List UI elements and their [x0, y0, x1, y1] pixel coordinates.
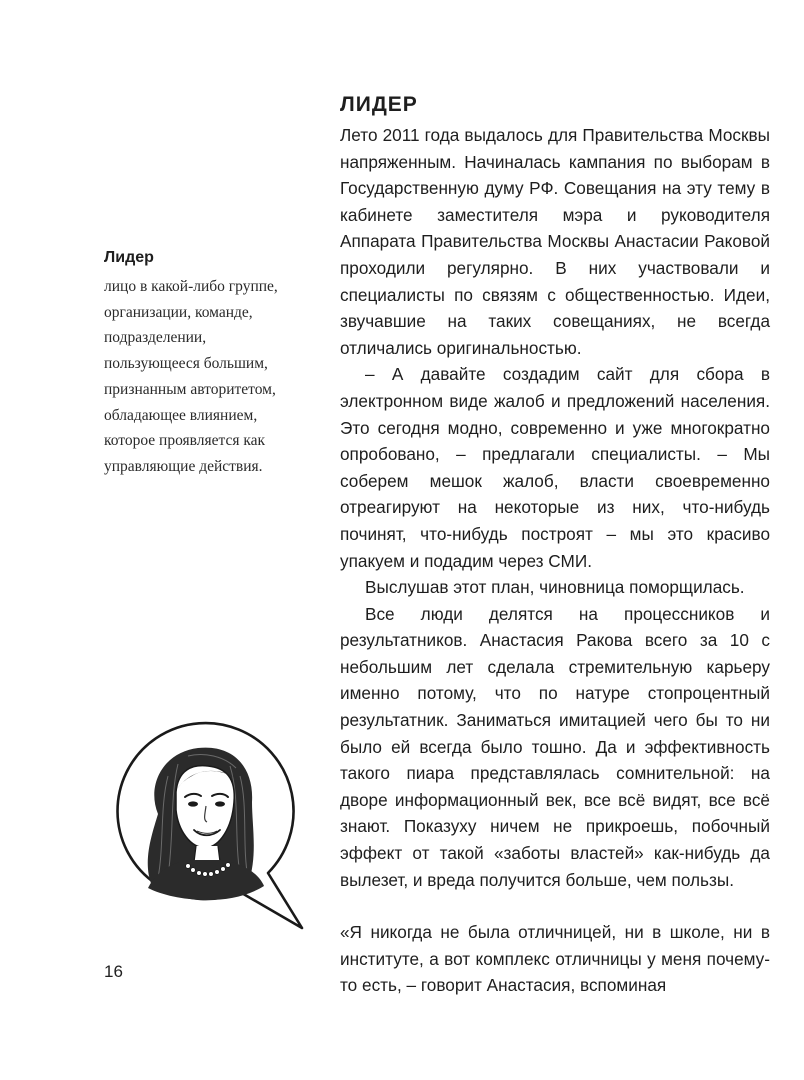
paragraph-2: – А давайте создадим сайт для сбора в электронном виде жалоб и предложений населения. Это сегодня модно, современно и уже многократно опробовано, – предлагали специалисты. – Мы соберем мешок жалоб, власти своевременно отреагируют на некоторые из них, что-нибудь починят, что-нибудь построят – мы это красиво упакуем и подадим через СМИ. — [340, 364, 770, 571]
quote-paragraph: «Я никогда не была отличницей, ни в школе, ни в институте, а вот комплекс отличницы у меня почему-то есть, – говорит Анастасия, вспоминая — [340, 922, 770, 996]
sidebar-definition-text: лицо в какой-либо группе, организации, команде, подразделении, пользующееся большим, признанным авторитетом, обладающее влиянием, которое проявляется как управляющие действия. — [104, 278, 278, 475]
page-number: 16 — [104, 962, 123, 981]
sidebar-term: Лидер — [104, 249, 154, 266]
paragraph-1: Лето 2011 года выдалось для Правительства Москвы напряженным. Начиналась кампания по выборам в Государственную думу РФ. Совещания на эту тему в кабинете заместителя мэра и руководителя Аппарата Правительства Москвы Анастасии Раковой проходили регулярно. В них участвовали и специалисты по связям с общественностью. Идеи, звучавшие на таких совещаниях, не всегда отличались оригинальностью. — [340, 125, 770, 358]
portrait-speech-bubble — [108, 706, 308, 946]
main-column — [340, 88, 770, 999]
paragraph-3: Выслушав этот план, чиновница поморщилась. — [365, 577, 745, 598]
section-title: ЛИДЕР — [340, 93, 418, 116]
sidebar-definition — [104, 246, 300, 480]
paragraph-4: Все люди делятся на процессников и результатников. Анастасия Ракова всего за 10 с небольшим лет сделала стремительную карьеру именно потому, что по натуре стопроцентный результатник. Заниматься имитацией чего бы то ни было ей всегда было тошно. Да и эффективность такого пиара представлялась сомнительной: на дворе информационный век, все всё видят, все всё знают. Показуху ничем не прикроешь, побочный эффект от такой «заботы властей» как-нибудь да вылезет, и вреда получится больше, чем пользы. — [340, 603, 770, 890]
